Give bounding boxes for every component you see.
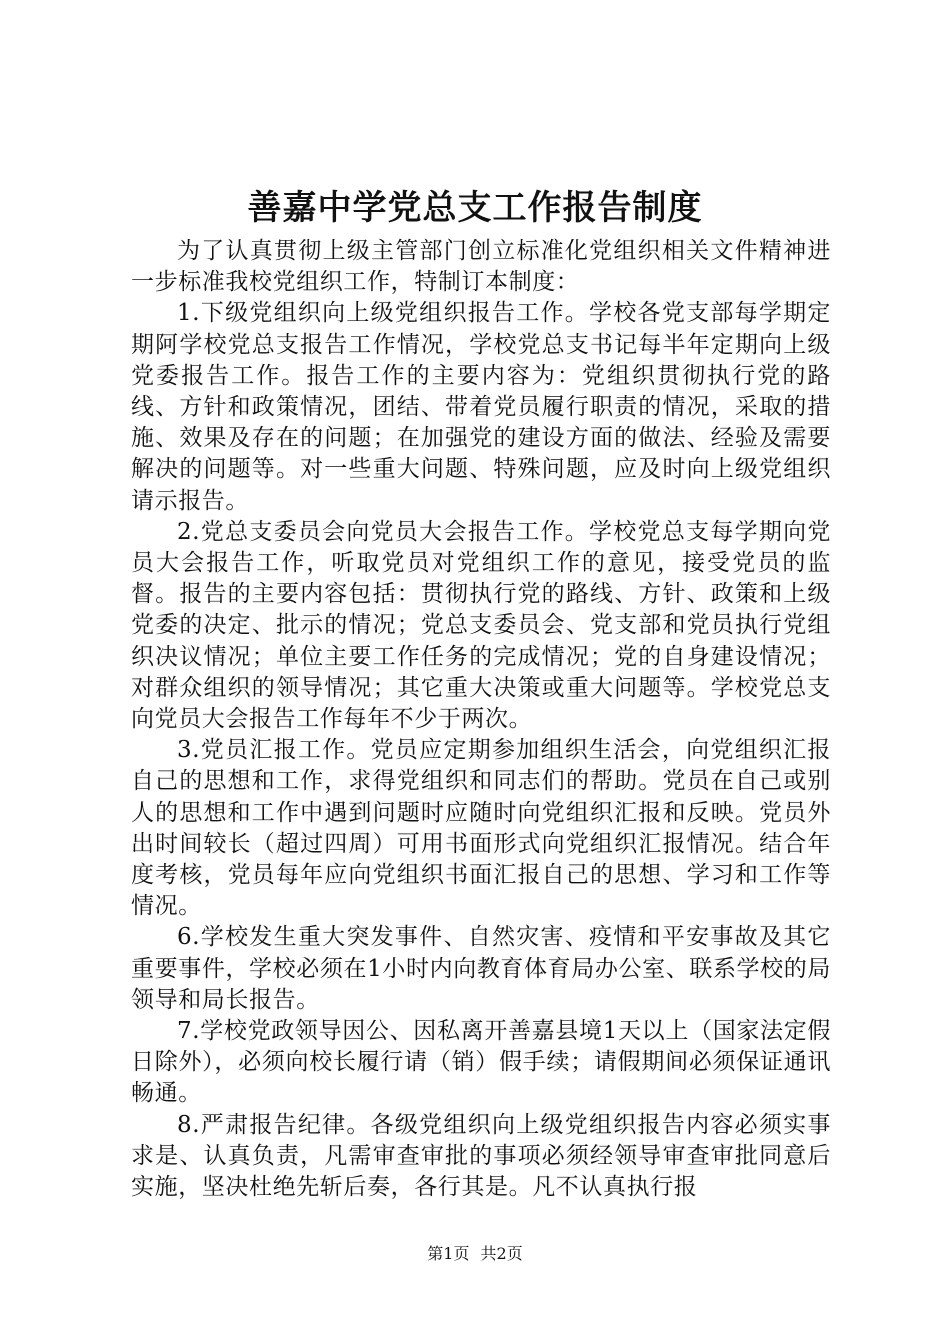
paragraph-item-7: 7.学校党政领导因公、因私离开善嘉县境1天以上（国家法定假日除外），必须向校长履行请（销）假手续；请假期间必须保证通讯畅通。 xyxy=(131,1018,831,1107)
page-number-total: 共2页 xyxy=(480,1244,523,1263)
intro-paragraph: 为了认真贯彻上级主管部门创立标准化党组织相关文件精神进一步标准我校党组织工作，特制订本制度： xyxy=(131,238,831,296)
page-number-current: 第1页 xyxy=(427,1244,470,1263)
page-footer xyxy=(0,1244,950,1264)
document-title: 善嘉中学党总支工作报告制度 xyxy=(247,188,703,228)
paragraph-item-2: 2.党总支委员会向党员大会报告工作。学校党总支每学期向党员大会报告工作，听取党员对党组织工作的意见，接受党员的监督。报告的主要内容包括：贯彻执行党的路线、方针、政策和上级党委的决定、批示的情况；党总支委员会、党支部和党员执行党组织决议情况；单位主要工作任务的完成情况；党的自身建设情况；对群众组织的领导情况；其它重大决策或重大问题等。学校党总支向党员大会报告工作每年不少于两次。 xyxy=(131,518,831,733)
paragraph-item-3: 3.党员汇报工作。党员应定期参加组织生活会，向党组织汇报自己的思想和工作，求得党组织和同志们的帮助。党员在自己或别人的思想和工作中遇到问题时应随时向党组织汇报和反映。党员外出时间较长（超过四周）可用书面形式向党组织汇报情况。结合年度考核，党员每年应向党组织书面汇报自己的思想、学习和工作等情况。 xyxy=(131,737,831,920)
document-body xyxy=(131,236,831,1203)
paragraph-item-6: 6.学校发生重大突发事件、自然灾害、疫情和平安事故及其它重要事件，学校必须在1小时内向教育体育局办公室、联系学校的局领导和局长报告。 xyxy=(131,924,831,1013)
paragraph-item-8: 8.严肃报告纪律。各级党组织向上级党组织报告内容必须实事求是、认真负责，凡需审查审批的事项必须经领导审查审批同意后实施，坚决杜绝先斩后奏，各行其是。凡不认真执行报 xyxy=(131,1111,831,1201)
paragraph-item-1: 1.下级党组织向上级党组织报告工作。学校各党支部每学期定期阿学校党总支报告工作情况，学校党总支书记每半年定期向上级党委报告工作。报告工作的主要内容为：党组织贯彻执行党的路线、方针和政策情况，团结、带着党员履行职责的情况，采取的措施、效果及存在的问题；在加强党的建设方面的做法、经验及需要解决的问题等。对一些重大问题、特殊问题，应及时向上级党组织请示报告。 xyxy=(131,300,831,514)
